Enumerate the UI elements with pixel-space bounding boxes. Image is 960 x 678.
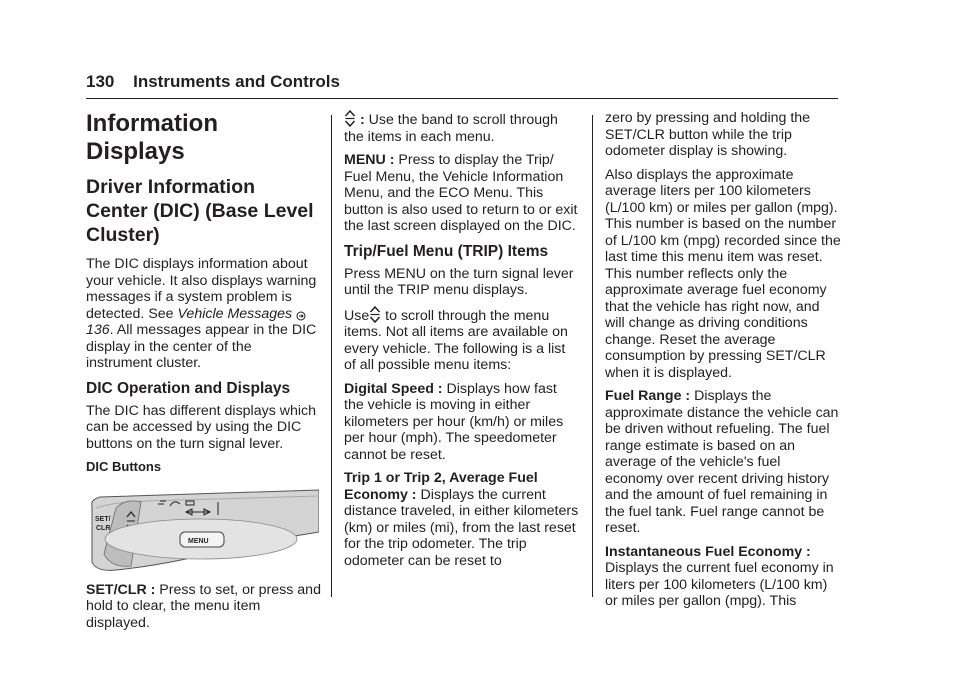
trip-heading: Trip/Fuel Menu (TRIP) Items: [344, 242, 549, 260]
dic-buttons-label: DIC Buttons: [86, 459, 162, 474]
dic-intro: [86, 256, 321, 372]
trip-text-2: [344, 306, 580, 374]
illus-menu-label: MENU: [188, 537, 209, 545]
trip-use-word: Use: [344, 307, 370, 324]
illus-clr-label: CLR: [96, 524, 111, 532]
page-reference-arrow-icon: [296, 306, 306, 322]
page-ref-number[interactable]: 136: [86, 322, 110, 338]
trip-text-1: Press MENU on the turn signal lever until the TRIP menu displays.: [344, 265, 574, 298]
digital-speed-text: Displays how fast the vehicle is moving in either kilometers per hour (km/h) or miles per hour (mph). The speedometer cannot be reset.: [344, 380, 564, 463]
band-term: :: [356, 112, 365, 128]
average-fuel-text: Also displays the approximate average liters per 100 kilometers (L/100 km) or miles per gallon (mpg). This number is based on the number of L/100 km (mpg) recorded since the last time this menu item was reset. This number reflects only the approximate average fuel economy that the vehicle has right now, and will change as driving conditions change. Reset the average consumption by pressing SET/CLR when it is displayed.: [605, 166, 841, 381]
band-item: [344, 110, 580, 145]
dic-heading: Driver Information Center (DIC) (Base Level Cluster): [86, 176, 314, 246]
column-divider-1: [331, 115, 332, 597]
menu-term: MENU :: [344, 152, 395, 168]
band-text: Use the band to scroll through the items in each menu.: [344, 112, 558, 145]
page-number: 130: [86, 72, 115, 91]
trip-fuel-economy-item: [344, 470, 580, 569]
digital-speed-item: [344, 381, 580, 464]
vehicle-messages-link[interactable]: Vehicle Messages: [177, 305, 293, 322]
intro-text-end: . All messages appear in the DIC display in the center of the instrument cluster.: [86, 322, 317, 371]
fuel-range-item: [605, 388, 841, 537]
illus-set-label: SET/: [95, 515, 111, 523]
intro-text: The DIC displays information about your vehicle. It also displays warning messages if a system problem is detected. See: [86, 256, 317, 322]
ops-heading: DIC Operation and Displays: [86, 379, 291, 397]
menu-text: Press to display the Trip/ Fuel Menu, the Vehicle Information Menu, and the ECO Menu. This button is also used to return to or exit the last screen displayed on the DIC.: [344, 152, 578, 234]
set-clr-text: Press to set, or press and hold to clear, the menu item displayed.: [86, 581, 321, 631]
trip-fuel-economy-term: Trip 1 or Trip 2, Average Fuel Economy :: [344, 470, 538, 503]
instant-fuel-term: Instantaneous Fuel Economy :: [605, 543, 811, 560]
fuel-range-text: Displays the approximate distance the vehicle can be driven without refueling. The fuel range estimate is based on an average of the vehicle's fuel economy over recent driving history and the amount of fuel remaining in the fuel tank. Fuel range cannot be reset.: [605, 388, 839, 536]
turn-signal-lever-illustration: [86, 484, 319, 572]
column-1: [86, 110, 321, 638]
column-3: [605, 110, 841, 617]
set-clr-term: SET/CLR :: [86, 581, 156, 598]
digital-speed-term: Digital Speed :: [344, 380, 443, 397]
thumbwheel-band-icon: [344, 112, 356, 128]
trip-text-2-body: to scroll through the menu items. Not all items are available on every vehicle. The following is a list of all possible menu items:: [344, 307, 568, 373]
trip-fuel-economy-text: Displays the current distance traveled, in either kilometers (km) or miles (mi), from the last reset for the trip odometer. The trip odometer can be reset to: [344, 486, 579, 569]
instant-fuel-text: Displays the current fuel economy in liters per 100 kilometers (L/100 km) or miles per gallon (mpg). This: [605, 560, 834, 609]
ops-text: The DIC has different displays which can be accessed by using the DIC buttons on the turn signal lever.: [86, 402, 316, 452]
section-title: Instruments and Controls: [133, 72, 340, 91]
page-header: [86, 72, 340, 92]
instant-fuel-item: [605, 544, 841, 610]
fuel-range-term: Fuel Range :: [605, 388, 691, 404]
column-divider-2: [592, 115, 593, 597]
trip-reset-text: zero by pressing and holding the SET/CLR button while the trip odometer display is showing.: [605, 110, 811, 159]
menu-item: [344, 152, 580, 235]
set-clr-item: [86, 582, 321, 632]
header-rule: [86, 98, 838, 99]
column-2: [344, 110, 580, 576]
page-title: Information Displays: [86, 110, 218, 165]
thumbwheel-band-icon: [369, 308, 381, 324]
